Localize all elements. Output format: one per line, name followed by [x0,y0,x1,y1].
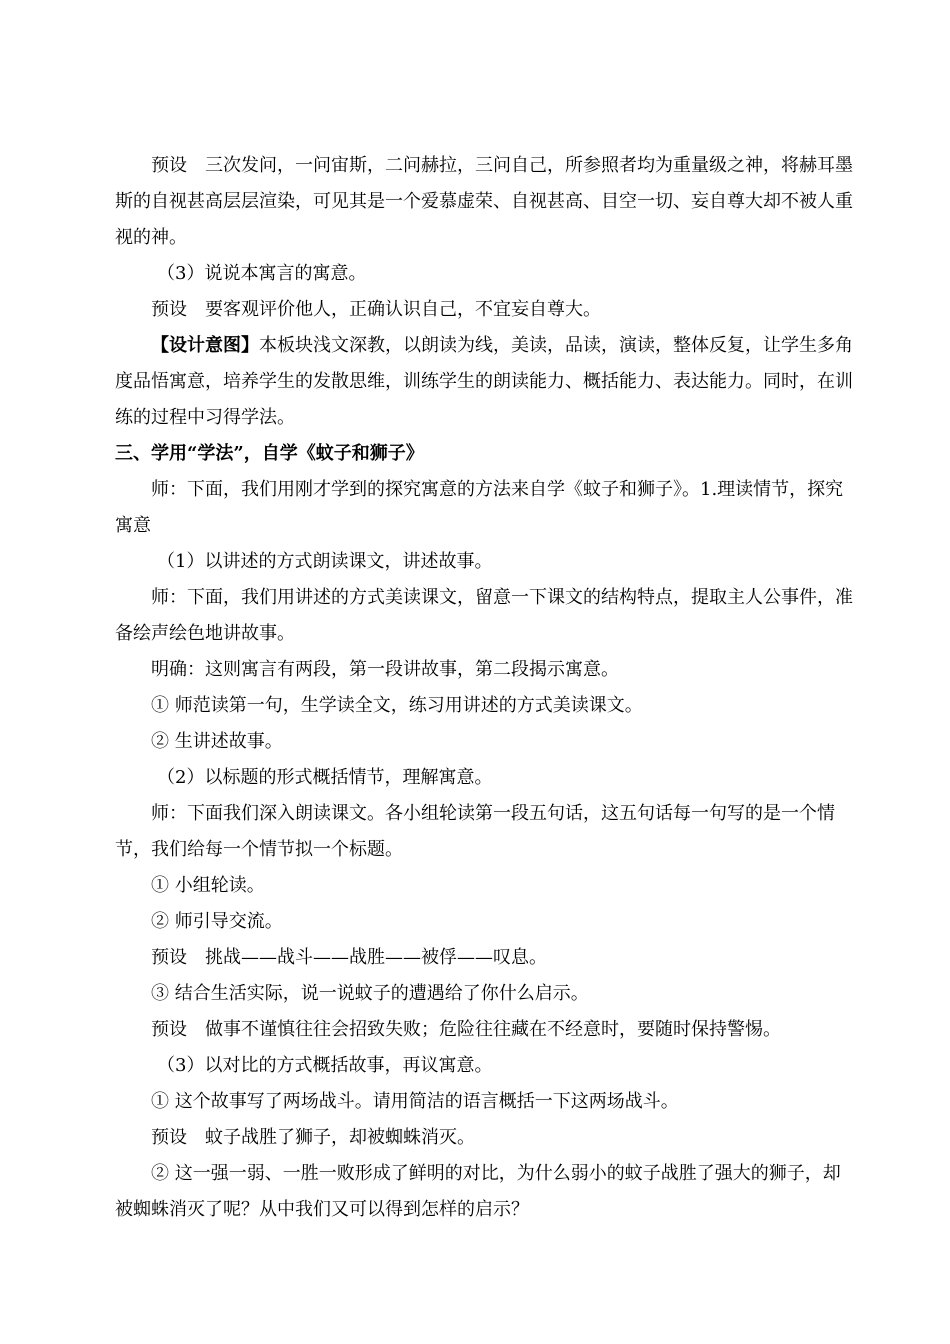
paragraph-teacher-intro: 师：下面，我们用刚才学到的探究寓意的方法来自学《蚊子和狮子》。1.理读情节，探究寓意 [115,479,844,536]
list-item-contrast: ② 这一强一弱、一胜一败形成了鲜明的对比，为什么弱小的蚊子战胜了强大的狮子，却被蜘蛛消灭了呢？从中我们又可以得到怎样的启示？ [115,1163,841,1220]
paragraph-teacher-narrate: 师：下面，我们用讲述的方式美读课文，留意一下课文的结构特点，提取主人公事件，准备绘声绘色地讲故事。 [115,587,853,644]
design-intent-label: 【设计意图】 [151,335,259,356]
paragraph-clarify: 明确：这则寓言有两段，第一段讲故事，第二段揭示寓意。 [151,659,619,680]
paragraph-step-2: （2）以标题的形式概括情节，理解寓意。 [157,767,493,788]
design-intent-text: 本板块浅文深教，以朗读为线，美读，品读，演读，整体反复，让学生多角度品悟寓意，培养学生的发散思维，训练学生的朗读能力、概括能力、表达能力。同时，在训练的过程中习得学法。 [115,335,853,428]
paragraph-design-intent [115,328,855,436]
paragraph-preset-moral: 预设 要客观评价他人，正确认识自己，不宜妄自尊大。 [151,299,601,320]
section-heading-3: 三、学用“学法”，自学《蚊子和狮子》 [115,443,424,464]
paragraph-preset-battles: 预设 蚊子战胜了狮子，却被蜘蛛消灭。 [151,1127,475,1148]
paragraph-preset-titles: 预设 挑战——战斗——战胜——被俘——叹息。 [151,947,547,968]
paragraph-question-3-moral: （3）说说本寓言的寓意。 [157,263,367,284]
list-item-guide: ② 师引导交流。 [151,911,283,932]
paragraph-preset-three-questions: 预设 三次发问，一问宙斯，二问赫拉，三问自己，所参照者均为重量级之神，将赫耳墨斯的自视甚高层层渲染，可见其是一个爱慕虚荣、自视甚高、目空一切、妄自尊大却不被人重视的神。 [115,155,853,248]
paragraph-teacher-deep-read: 师：下面我们深入朗读课文。各小组轮读第一段五句话，这五句话每一句写的是一个情节，我们给每一个情节拟一个标题。 [115,803,835,860]
list-item-1: ① 师范读第一句，生学读全文，练习用讲述的方式美读课文。 [151,695,643,716]
paragraph-preset-caution: 预设 做事不谨慎往往会招致失败；危险往往藏在不经意时，要随时保持警惕。 [151,1019,781,1040]
list-item-2: ② 生讲述故事。 [151,731,283,752]
list-item-life: ③ 结合生活实际，说一说蚊子的遭遇给了你什么启示。 [151,983,589,1004]
paragraph-step-3: （3）以对比的方式概括故事，再议寓意。 [157,1055,493,1076]
list-item-two-battles: ① 这个故事写了两场战斗。请用简洁的语言概括一下这两场战斗。 [151,1091,679,1112]
paragraph-step-1: （1）以讲述的方式朗读课文，讲述故事。 [157,551,493,572]
list-item-group-read: ① 小组轮读。 [151,875,265,896]
